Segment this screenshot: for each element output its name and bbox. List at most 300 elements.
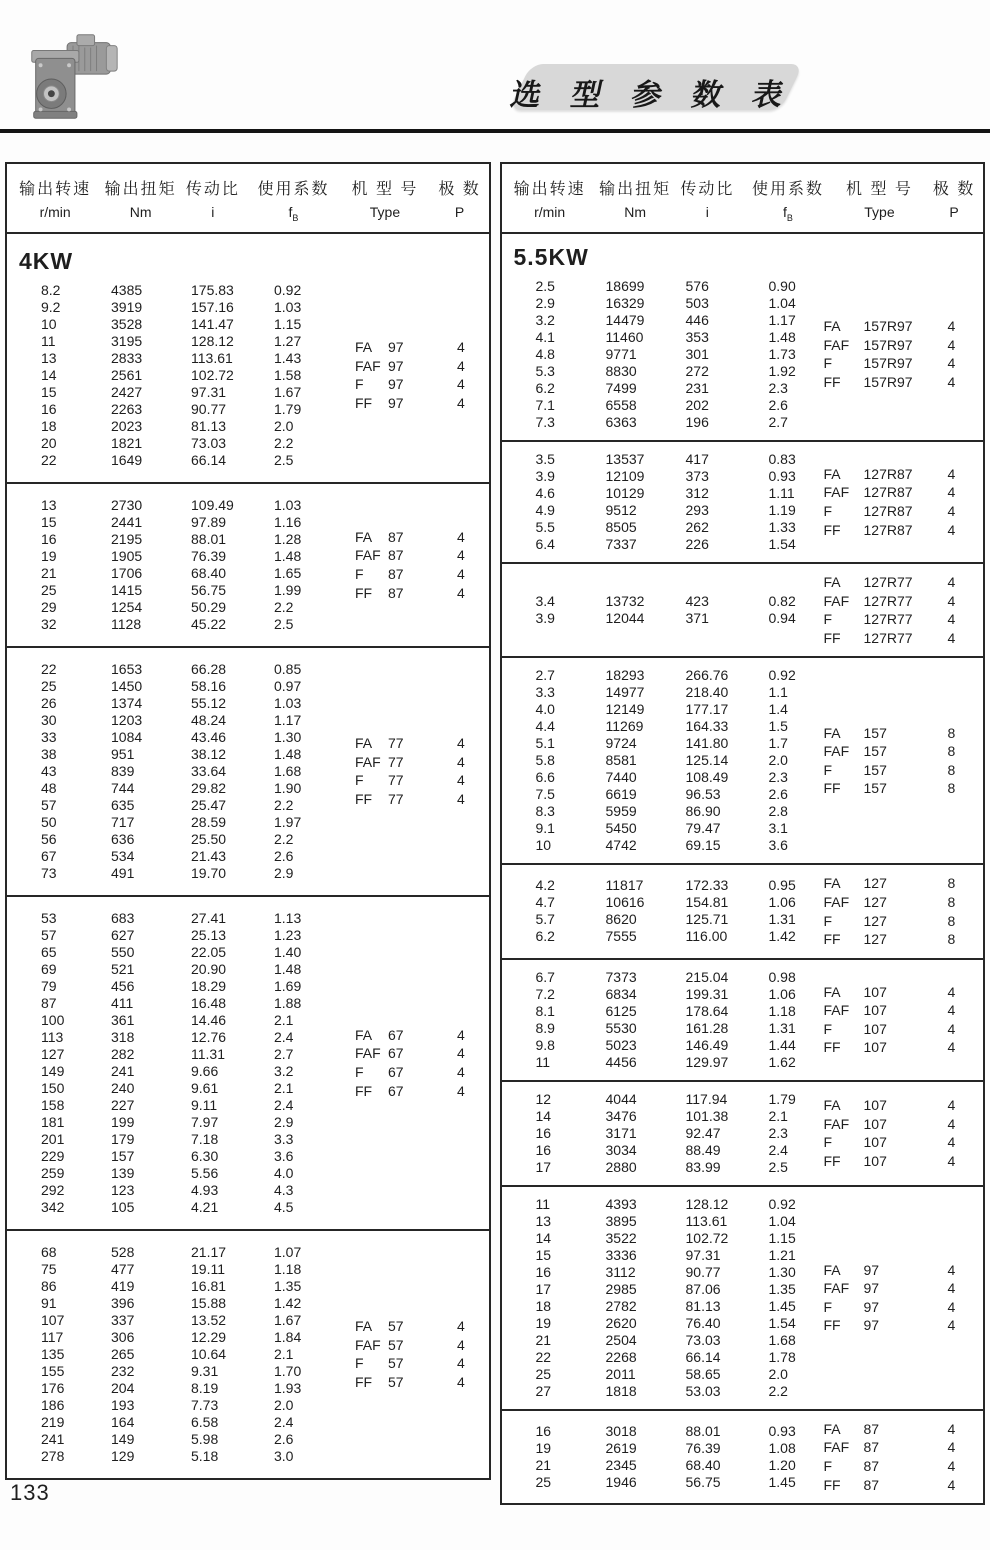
type-row [824,465,976,484]
model-size: 97 [863,1298,880,1315]
table-cell: 417 [685,450,709,467]
table-cell: 4.93 [191,1181,219,1198]
table-cell: 2441 [111,513,143,530]
table-cell: 2985 [605,1280,637,1297]
table-cell: 2.9 [274,1113,294,1130]
table-cell: 10616 [605,894,645,911]
table-cell: 204 [111,1379,135,1396]
model-types [824,573,976,647]
table-cell: 9.61 [191,1079,219,1096]
table-cell: 353 [685,328,709,345]
model-size: 57 [388,1373,404,1390]
table-cell: 3195 [111,332,143,349]
table-cell: 22 [41,451,57,468]
table-cell: 3034 [605,1141,637,1158]
type-row [355,1373,481,1392]
pole-count: 4 [947,1476,956,1493]
table-cell: 164.33 [685,718,729,735]
table-cell: 129 [111,1447,135,1464]
type-row [824,1420,976,1439]
model-types [824,317,976,391]
model-size: 97 [388,357,404,374]
table-cell: 1.23 [274,926,302,943]
table-cell: 1.65 [274,564,302,581]
table-row [41,995,489,1012]
table-cell: 76.40 [685,1314,721,1331]
table-cell: 0.97 [274,677,302,694]
table-cell: 2.2 [274,830,294,847]
table-cell: 477 [111,1260,135,1277]
model-prefix: FAF [355,357,381,374]
table-cell: 9512 [605,501,637,518]
table-cell: 19 [535,1439,552,1456]
table-row [41,910,489,927]
table-cell: 361 [111,1011,135,1028]
model-types [355,1317,481,1391]
table-cell: 1.27 [274,332,302,349]
type-row [824,911,976,930]
table-cell: 20 [41,434,57,451]
table-cell: 2011 [605,1365,636,1382]
table-cell: 8620 [605,911,637,928]
table-cell: 146.49 [685,1036,729,1053]
table-cell: 1.67 [274,1311,302,1328]
table-cell: 219 [41,1413,65,1430]
table-cell: 0.92 [768,667,796,684]
table-cell: 186 [41,1396,65,1413]
table-cell: 25.13 [191,926,227,943]
table-cell: 2782 [605,1297,637,1314]
power-rating: 5.5KW [513,243,589,270]
table-cell: 4.8 [535,345,555,362]
model-prefix: FAF [823,592,850,609]
table-cell: 38 [41,745,57,762]
model-size: 107 [863,1152,887,1169]
model-size: 127R87 [863,521,913,538]
table-cell: 5.5 [535,518,555,535]
table-cell: 3336 [605,1246,637,1263]
model-size: 57 [388,1336,404,1353]
table-row [41,1114,489,1131]
column-header-cn: 极 数 [932,181,976,198]
table-cell: 135 [41,1345,65,1362]
table-section [502,656,984,863]
table-cell: 6.58 [191,1413,219,1430]
table-cell: 83.99 [685,1158,721,1175]
table-cell: 10 [41,315,57,332]
table-cell: 9.2 [41,298,61,315]
table-cell: 33 [41,728,57,745]
table-cell: 1.1 [768,684,788,701]
table-cell: 2.1 [274,1079,294,1096]
column-header-unit: i [705,204,709,220]
table-cell: 76.39 [685,1439,721,1456]
pole-count: 8 [947,780,956,797]
model-prefix: FA [823,1420,841,1437]
table-cell: 21 [41,564,57,581]
type-row [355,1081,481,1100]
section-body [502,1091,984,1176]
type-row [824,1279,976,1298]
table-row [41,927,489,944]
table-cell: 21 [535,1456,552,1473]
page-title: 选 型 参 数 表 [507,79,798,112]
table-cell: 2.9 [274,864,294,881]
table-cell: 25 [41,581,57,598]
table-cell: 2.2 [768,1382,788,1399]
model-size: 127R77 [863,592,913,609]
model-size: 87 [863,1457,880,1474]
table-cell: 265 [111,1345,135,1362]
pole-count: 4 [947,1039,956,1056]
table-cell: 1.06 [768,894,796,911]
section-body [502,1196,984,1400]
model-prefix: FA [823,573,841,590]
section-body [7,282,489,469]
table-cell: 2.4 [768,1141,788,1158]
table-cell: 154.81 [685,894,729,911]
table-cell: 4.5 [274,1198,294,1215]
page-header [0,0,990,133]
column-header [502,176,598,223]
table-cell: 108.49 [685,769,729,786]
model-prefix: F [823,1298,833,1315]
table-cell: 3.2 [535,311,555,328]
table-cell: 13537 [605,450,645,467]
table-cell: 1.97 [274,813,302,830]
model-prefix: FF [355,1082,373,1099]
model-prefix: FA [823,875,841,892]
table-cell: 73.03 [191,434,227,451]
table-cell: 92.47 [685,1124,721,1141]
table-row [536,1383,984,1400]
table-cell: 17 [535,1280,552,1297]
table-cell: 11269 [605,718,644,735]
column-header [431,176,489,223]
table-cell: 125.71 [685,911,729,928]
table-cell: 199.31 [685,985,729,1002]
table-cell: 193 [111,1396,135,1413]
table-cell: 4.2 [535,877,555,894]
table-cell: 116.00 [685,928,728,945]
table-section [502,234,984,440]
model-prefix: FF [823,1317,841,1334]
type-row [824,1152,976,1171]
table-cell: 4.7 [535,894,555,911]
model-size: 67 [388,1082,404,1099]
table-cell: 43.46 [191,728,227,745]
table-cell: 528 [111,1243,135,1260]
model-prefix: F [355,772,364,789]
model-size: 87 [863,1420,880,1437]
table-cell: 91 [41,1294,57,1311]
table-cell: 141.80 [685,735,729,752]
table-cell: 150 [41,1079,65,1096]
table-cell: 14977 [605,684,645,701]
table-cell: 2.6 [768,786,788,803]
column-header-cn: 使用系数 [257,181,330,198]
table-cell: 68 [41,1243,57,1260]
table-cell: 4.0 [535,701,555,718]
table-cell: 1254 [111,598,143,615]
pole-count: 4 [947,1420,956,1437]
table-cell: 113 [41,1028,64,1045]
table-cell: 5.7 [535,911,555,928]
type-row [824,610,976,629]
table-cell: 2.3 [768,769,788,786]
model-size: 157 [863,761,887,778]
table-cell: 7337 [605,535,637,552]
type-row [355,1063,481,1082]
table-cell: 155 [41,1362,65,1379]
model-prefix: FF [823,1476,841,1493]
pole-count: 4 [947,1152,956,1169]
model-prefix: FF [823,521,841,538]
type-row [355,1317,481,1336]
model-prefix: F [823,355,833,372]
table-cell: 69 [41,960,57,977]
table-row [536,1349,984,1366]
table-cell: 534 [111,847,135,864]
table-cell: 2.1 [274,1011,294,1028]
pole-count: 4 [457,790,465,807]
table-cell: 278 [41,1447,65,1464]
model-size: 107 [863,1115,887,1132]
model-prefix: FAF [823,336,850,353]
table-cell: 19 [41,547,57,564]
table-cell: 29 [41,598,57,615]
table-cell: 48.24 [191,711,227,728]
table-cell: 158 [41,1096,65,1113]
table-cell: 6.6 [535,769,555,786]
table-cell: 1.73 [768,345,796,362]
type-row [824,502,976,521]
table-cell: 10.64 [191,1345,227,1362]
table-row [41,712,489,729]
model-prefix: FA [823,724,841,741]
type-row [824,373,976,392]
table-row [41,452,489,469]
table-cell: 1.30 [768,1263,796,1280]
model-prefix: FF [823,930,841,947]
table-cell: 18699 [605,277,645,294]
column-header-unit: Nm [624,204,646,220]
model-size: 57 [388,1318,404,1335]
type-row [355,790,481,809]
table-cell: 1.7 [768,735,788,752]
model-size: 127R77 [863,610,913,627]
table-cell: 76.39 [191,547,227,564]
table-cell: 4.21 [191,1198,219,1215]
table-row [536,414,984,431]
model-types [355,528,481,602]
table-cell: 14.46 [191,1011,227,1028]
table-cell: 1.35 [274,1277,302,1294]
model-prefix: F [355,376,364,393]
model-size: 87 [388,528,404,545]
table-cell: 5.18 [191,1447,219,1464]
table-row [41,418,489,435]
model-size: 157 [863,724,887,741]
model-size: 127R87 [863,502,913,519]
table-cell: 15 [41,383,57,400]
pole-count: 4 [457,528,465,545]
section-body [7,1244,489,1465]
column-header-unit: r/min [39,204,71,220]
table-cell: 2833 [111,349,143,366]
table-section [502,1080,984,1185]
model-prefix: F [823,1134,833,1151]
table-cell: 2.5 [274,615,294,632]
page-number: 133 [10,1480,50,1505]
model-prefix: FF [823,373,841,390]
table-section [502,863,984,957]
table-cell: 839 [111,762,135,779]
model-prefix: FAF [823,743,850,760]
model-size: 157R97 [863,373,913,390]
table-cell: 5.56 [191,1164,219,1181]
table-cell: 16.48 [191,994,227,1011]
table-cell: 262 [685,518,709,535]
pole-count: 4 [947,1001,956,1018]
table-cell: 10 [535,837,552,854]
table-cell: 0.94 [768,609,796,626]
table-cell: 1.42 [768,928,796,945]
model-types [824,1260,976,1334]
table-cell: 2.3 [768,1124,788,1141]
model-size: 67 [388,1063,404,1080]
table-cell: 312 [685,484,709,501]
table-cell: 73 [41,864,57,881]
table-cell: 1.15 [768,1229,796,1246]
table-cell: 22 [41,660,57,677]
section-body [7,497,489,633]
table-cell: 2345 [605,1456,637,1473]
type-row [355,583,481,602]
pole-count: 4 [457,735,465,752]
table-cell: 3.3 [274,1130,294,1147]
table-cell: 102.72 [191,366,234,383]
model-size: 67 [388,1045,404,1062]
table-cell: 1.68 [274,762,302,779]
table-row [536,820,984,837]
model-size: 77 [388,772,404,789]
column-header-unit: $f_B$ [783,204,793,223]
table-row [41,1199,489,1216]
table-row [41,1165,489,1182]
column-header [742,176,833,223]
table-cell: 6.2 [535,379,555,396]
table-cell: 12109 [605,467,645,484]
model-prefix: FF [823,780,841,797]
pole-count: 4 [457,1026,465,1043]
column-header-unit: Type [864,204,895,220]
table-row [41,282,489,299]
table-cell: 0.85 [274,660,302,677]
table-cell: 8505 [605,518,637,535]
table-cell: 6619 [605,786,637,803]
table-cell: 292 [41,1181,65,1198]
table-row [536,1230,984,1247]
model-prefix: FAF [355,753,381,770]
model-prefix: FA [823,318,841,335]
table-cell: 18293 [605,667,645,684]
pole-count: 4 [947,1115,956,1132]
type-row [355,565,481,584]
table-cell: 9.1 [535,820,555,837]
pole-count: 4 [947,629,956,646]
table-row [41,1431,489,1448]
table-cell: 109.49 [191,496,234,513]
table-cell: 2504 [605,1331,637,1348]
table-row [536,295,984,312]
table-row [41,848,489,865]
type-row [824,1475,976,1494]
table-row [41,299,489,316]
table-cell: 1.21 [768,1246,796,1263]
table-cell: 1.62 [768,1053,796,1070]
model-prefix: F [823,610,833,627]
table-cell: 149 [41,1062,65,1079]
table-cell: 18 [535,1297,552,1314]
table-5-5kw [500,162,986,1505]
table-cell: 2.2 [274,796,294,813]
section-body [502,667,984,854]
table-cell: 113.61 [191,349,233,366]
table-cell: 1.19 [768,501,796,518]
pole-count: 4 [947,336,956,353]
column-header-cn: 传动比 [185,181,240,198]
column-header-unit: $f_B$ [288,204,299,223]
table-cell: 53 [41,909,57,926]
table-cell: 2.8 [768,803,788,820]
column-header [598,176,673,223]
pole-count: 4 [947,465,956,482]
table-cell: 1.99 [274,581,302,598]
table-cell: 337 [111,1311,135,1328]
model-size: 87 [388,547,404,564]
table-cell: 1.92 [768,362,796,379]
model-size: 157 [863,743,887,760]
model-types [355,1026,481,1100]
pole-count: 4 [457,1045,465,1062]
pole-count: 4 [457,376,465,393]
table-cell: 1.48 [274,745,302,762]
section-body [502,278,984,431]
pole-count: 4 [457,753,465,770]
table-cell: 2.4 [274,1028,294,1045]
table-row [41,1131,489,1148]
table-cell: 1653 [111,660,143,677]
table-cell: 5023 [605,1036,637,1053]
pole-count: 4 [947,1279,956,1296]
pole-count: 4 [457,565,465,582]
table-cell: 396 [111,1294,135,1311]
table-cell: 20.90 [191,960,227,977]
table-cell: 16 [41,530,57,547]
column-header [103,176,178,223]
table-cell: 241 [41,1430,65,1447]
table-cell: 202 [685,396,709,413]
table-cell: 1.18 [274,1260,302,1277]
model-prefix: FAF [823,1439,850,1456]
table-cell: 90.77 [191,400,227,417]
model-prefix: F [355,1063,364,1080]
table-section [502,1409,984,1503]
table-cell: 9.66 [191,1062,219,1079]
pole-count: 4 [457,584,465,601]
table-cell: 2.7 [535,667,555,684]
